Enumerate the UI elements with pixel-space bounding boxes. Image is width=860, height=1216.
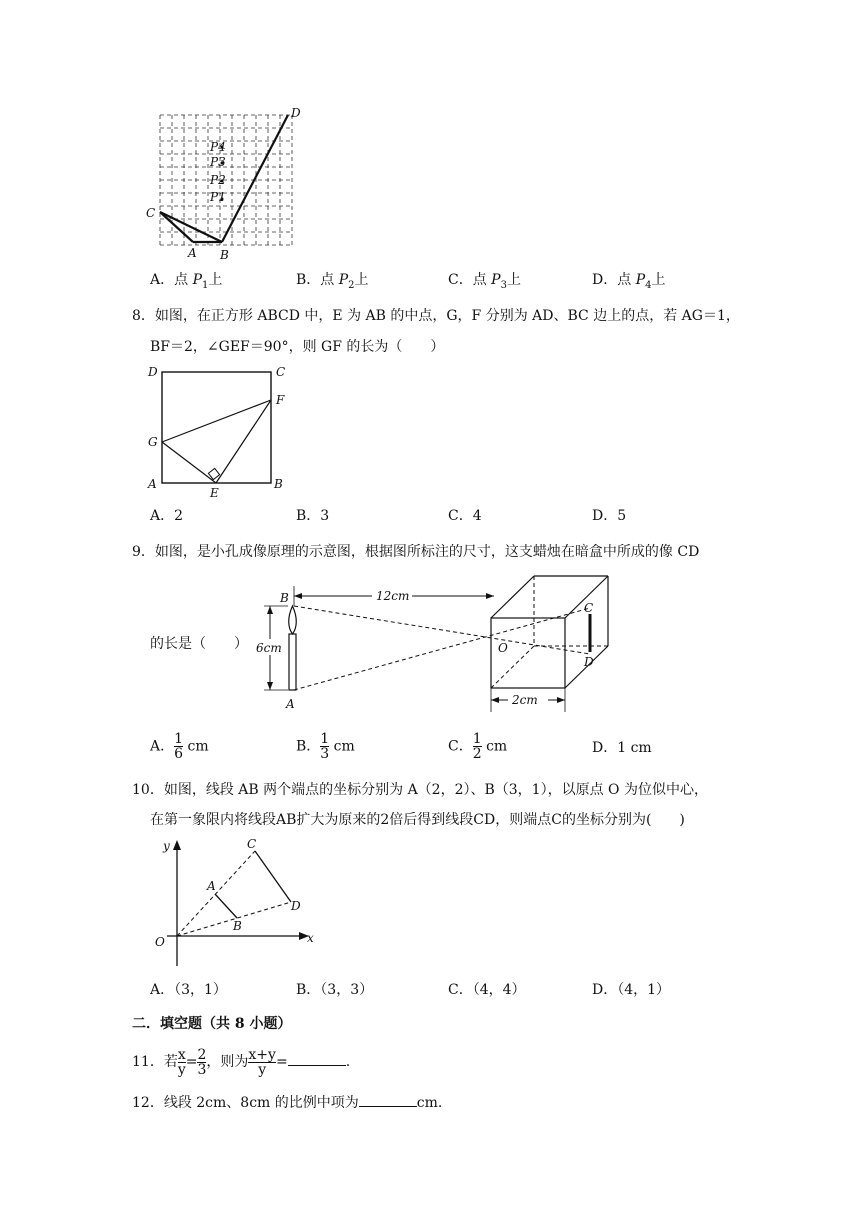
q11-answer-blank [288, 1051, 346, 1066]
q7-label-B: B [220, 248, 229, 262]
q11-text: 11．若 $\frac{x}{y}$ = $\frac{2}{3}$ ，则为 $\frac{x+y}{y}$ = . [132, 1046, 351, 1078]
q7-label-A: A [188, 246, 197, 260]
q7-label-D: D [291, 106, 301, 120]
q12-text: 12．线段 2cm、8cm 的比例中项为 cm. [132, 1092, 442, 1113]
q10-option-c: C．（4，4） [448, 982, 526, 998]
q10-option-b: B．（3，3） [296, 982, 374, 998]
q8-option-a: A．2 [150, 508, 184, 524]
q9-text-line1: 9．如图，是小孔成像原理的示意图，根据图所标注的尺寸，这支蜡烛在暗盒中所成的像 CD [132, 544, 700, 560]
q10-text-line1: 10．如图，线段 AB 两个端点的坐标分别为 A（2，2）、B（3，1），以原点 O 为位似中心， [132, 782, 708, 798]
q9-label-O: O [498, 641, 508, 655]
q10-label-A: A [207, 879, 216, 893]
q8-text-line1: 8．如图，在正方形 ABCD 中，E 为 AB 的中点，G，F 分别为 AD、BC 边上的点，若 AG＝1， [132, 308, 740, 324]
q9-label-C: C [584, 601, 594, 615]
q9-option-c: C． $\frac{1}{2}$ cm [448, 731, 508, 762]
q10-label-C: C [247, 837, 257, 851]
q9-pinhole-figure [250, 572, 610, 717]
q10-option-d: D．（4，1） [592, 982, 671, 998]
q8-option-c: C．4 [448, 508, 482, 524]
q8-label-E: E [210, 486, 219, 500]
q10-label-O: O [155, 935, 165, 949]
q9-label-6cm: 6cm [256, 641, 282, 655]
section-fill-in-title: 二．填空题（共 8 小题） [132, 1016, 292, 1032]
q9-option-b: B． $\frac{1}{3}$ cm [296, 731, 355, 762]
q10-coordinate-figure [145, 834, 325, 974]
q7-label-P4: P4 [210, 140, 226, 154]
q10-label-x: x [307, 931, 314, 945]
q10-label-y: y [163, 839, 170, 853]
q9-text-line2: 的长是（ ） [150, 636, 248, 652]
q9-label-A: A [286, 697, 295, 711]
q8-label-A: A [148, 477, 157, 491]
q12-answer-blank [359, 1092, 417, 1107]
q8-label-B: B [274, 477, 283, 491]
q8-option-d: D．5 [592, 508, 627, 524]
q10-text-line2: 在第一象限内将线段AB扩大为原来的2倍后得到线段CD，则端点C的坐标分别为( ) [150, 812, 685, 828]
q9-label-2cm: 2cm [512, 693, 538, 707]
q7-label-C: C [146, 206, 156, 220]
q7-label-P1: P1 [210, 190, 226, 204]
q8-text-line2: BF＝2，∠GEF＝90°，则 GF 的长为（ ） [150, 339, 445, 355]
q9-label-B: B [280, 591, 289, 605]
q8-label-G: G [148, 435, 158, 449]
q7-option-a: A．点 $P_1$上 [150, 272, 223, 291]
q8-label-D: D [148, 365, 158, 379]
q9-option-a: A． $\frac{1}{6}$ cm [150, 731, 209, 762]
q7-option-b: B．点 $P_2$上 [296, 272, 369, 291]
q7-label-P3: P3 [210, 155, 226, 169]
q8-square-figure [140, 360, 300, 500]
q10-label-B: B [233, 919, 242, 933]
q7-grid-figure [140, 105, 315, 265]
q9-label-12cm: 12cm [376, 589, 410, 603]
q9-option-d: D．1 cm [592, 740, 652, 756]
q9-label-D: D [584, 655, 594, 669]
q8-label-C: C [276, 365, 286, 379]
q7-option-d: D．点 $P_4$上 [592, 272, 666, 291]
q8-label-F: F [276, 393, 285, 407]
q7-option-c: C．点 $P_3$上 [448, 272, 521, 291]
q10-option-a: A．（3，1） [150, 982, 227, 998]
q7-label-P2: P2 [210, 173, 226, 187]
q10-label-D: D [291, 899, 301, 913]
q8-option-b: B．3 [296, 508, 330, 524]
